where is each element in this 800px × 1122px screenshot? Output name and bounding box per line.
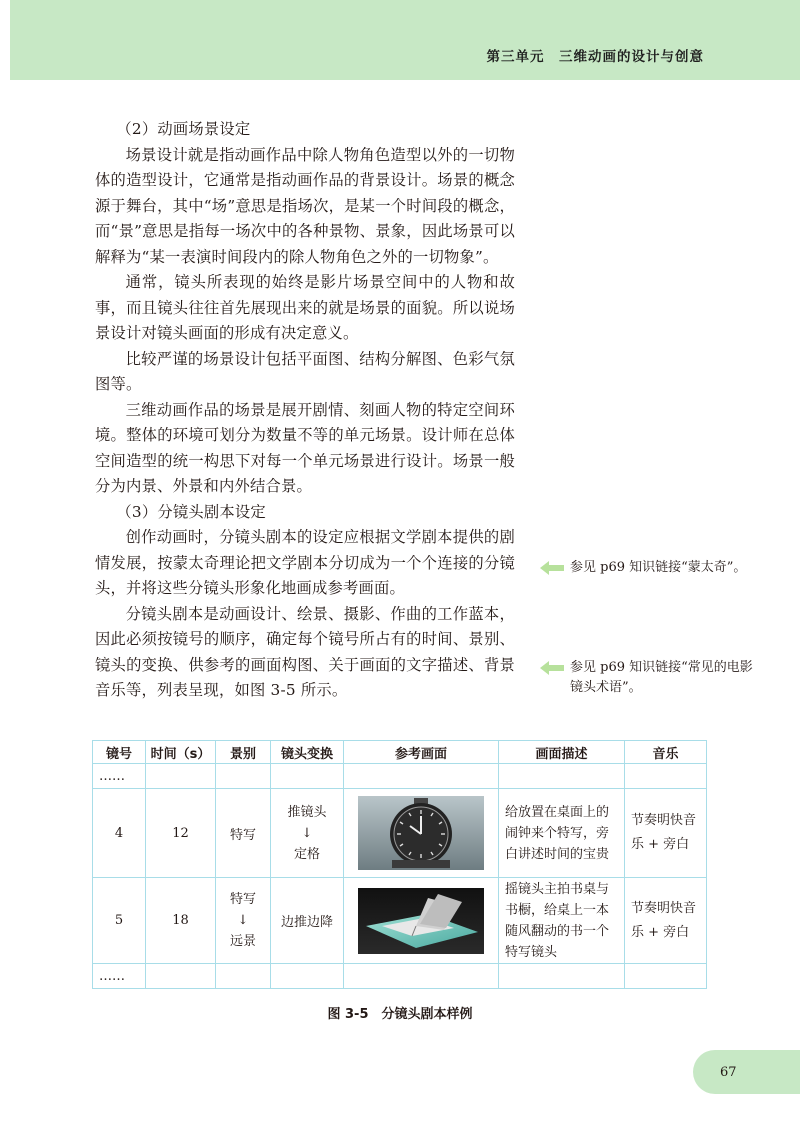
scene-scale: 特写 (216, 789, 271, 878)
paragraph: 场景设计就是指动画作品中除人物角色造型以外的一切物体的造型设计，它通常是指动画作品的背景设计。场景的概念源于舞台，其中“场”意思是指场次，是某一个时间段的概念，而“景”意思是指每一场次中的各种景物、景象，因此场景可以解释为“某一表演时间段内的除人物角色之外的一切物象”。 (95, 145, 515, 266)
body-text (95, 117, 515, 704)
table-row (93, 964, 707, 989)
table-row (93, 789, 707, 878)
header-camera-move: 镜头变换 (271, 741, 344, 764)
table-header-row (93, 741, 707, 764)
shot-time: 12 (146, 789, 216, 878)
music: 节奏明快音乐 + 旁白 (625, 878, 707, 964)
ellipsis-cell: …… (93, 764, 146, 789)
description: 给放置在桌面上的闹钟来个特写，旁白讲述时间的宝贵 (499, 789, 625, 878)
header-music: 音乐 (625, 741, 707, 764)
description: 摇镜头主拍书桌与书橱，给桌上一本随风翻动的书一个特写镜头 (499, 878, 625, 964)
shot-number: 5 (93, 878, 146, 964)
left-arrow-icon (540, 561, 564, 575)
table-row (93, 764, 707, 789)
side-note-text: 参见 p69 知识链接“蒙太奇”。 (570, 560, 747, 575)
unit-title: 第三单元 三维动画的设计与创意 (486, 49, 704, 65)
header-shot-number: 镜号 (93, 741, 146, 764)
reference-image-cell (344, 789, 499, 878)
header-description: 画面描述 (499, 741, 625, 764)
shot-number: 4 (93, 789, 146, 878)
scene-scale: 特写 ↓ 远景 (216, 878, 271, 964)
figure-caption: 图 3-5 分镜头剧本样例 (327, 1007, 473, 1022)
reference-image-cell (344, 878, 499, 964)
paragraph: 比较严谨的场景设计包括平面图、结构分解图、色彩气氛图等。 (95, 349, 515, 393)
section-heading-storyboard: （3）分镜头剧本设定 (116, 502, 266, 521)
header-time: 时间（s） (146, 741, 216, 764)
left-arrow-icon (540, 661, 564, 675)
paragraph: 三维动画作品的场景是展开剧情、刻画人物的特定空间环境。整体的环境可划分为数量不等的单元场景。设计师在总体空间造型的统一构思下对每一个单元场景进行设计。场景一般分为内景、外景和内外结合景。 (95, 400, 515, 495)
ellipsis-cell: …… (93, 964, 146, 989)
music: 节奏明快音乐 + 旁白 (625, 789, 707, 878)
table-row (93, 878, 707, 964)
storyboard-table (92, 740, 707, 989)
header-reference-image: 参考画面 (344, 741, 499, 764)
page-number-tab (693, 1050, 800, 1094)
paragraph: 创作动画时，分镜头剧本的设定应根据文学剧本提供的剧情发展，按蒙太奇理论把文学剧本分切成为一个个连接的分镜头，并将这些分镜头形象化地画成参考画面。 (95, 528, 515, 597)
header-scene-scale: 景别 (216, 741, 271, 764)
camera-move: 边推边降 (271, 878, 344, 964)
page-number: 67 (720, 1065, 737, 1080)
paragraph: 分镜头剧本是动画设计、绘景、摄影、作曲的工作蓝本，因此必须按镜号的顺序，确定每个镜号所占有的时间、景别、镜头的变换、供参考的画面构图、关于画面的文字描述、背景音乐等，列表呈现，如图 3-5 所示。 (95, 604, 515, 699)
section-heading-scene: （2）动画场景设定 (116, 120, 251, 138)
clock-image (358, 796, 484, 870)
book-image (358, 888, 484, 954)
camera-move: 推镜头 ↓ 定格 (271, 789, 344, 878)
shot-time: 18 (146, 878, 216, 964)
paragraph: 通常，镜头所表现的始终是影片场景空间中的人物和故事，而且镜头往往首先展现出来的就是场景的面貌。所以说场景设计对镜头画面的形成有决定意义。 (95, 273, 515, 342)
side-note-text: 参见 p69 知识链接“常见的电影镜头术语”。 (570, 660, 753, 695)
page-header-band (10, 0, 800, 80)
